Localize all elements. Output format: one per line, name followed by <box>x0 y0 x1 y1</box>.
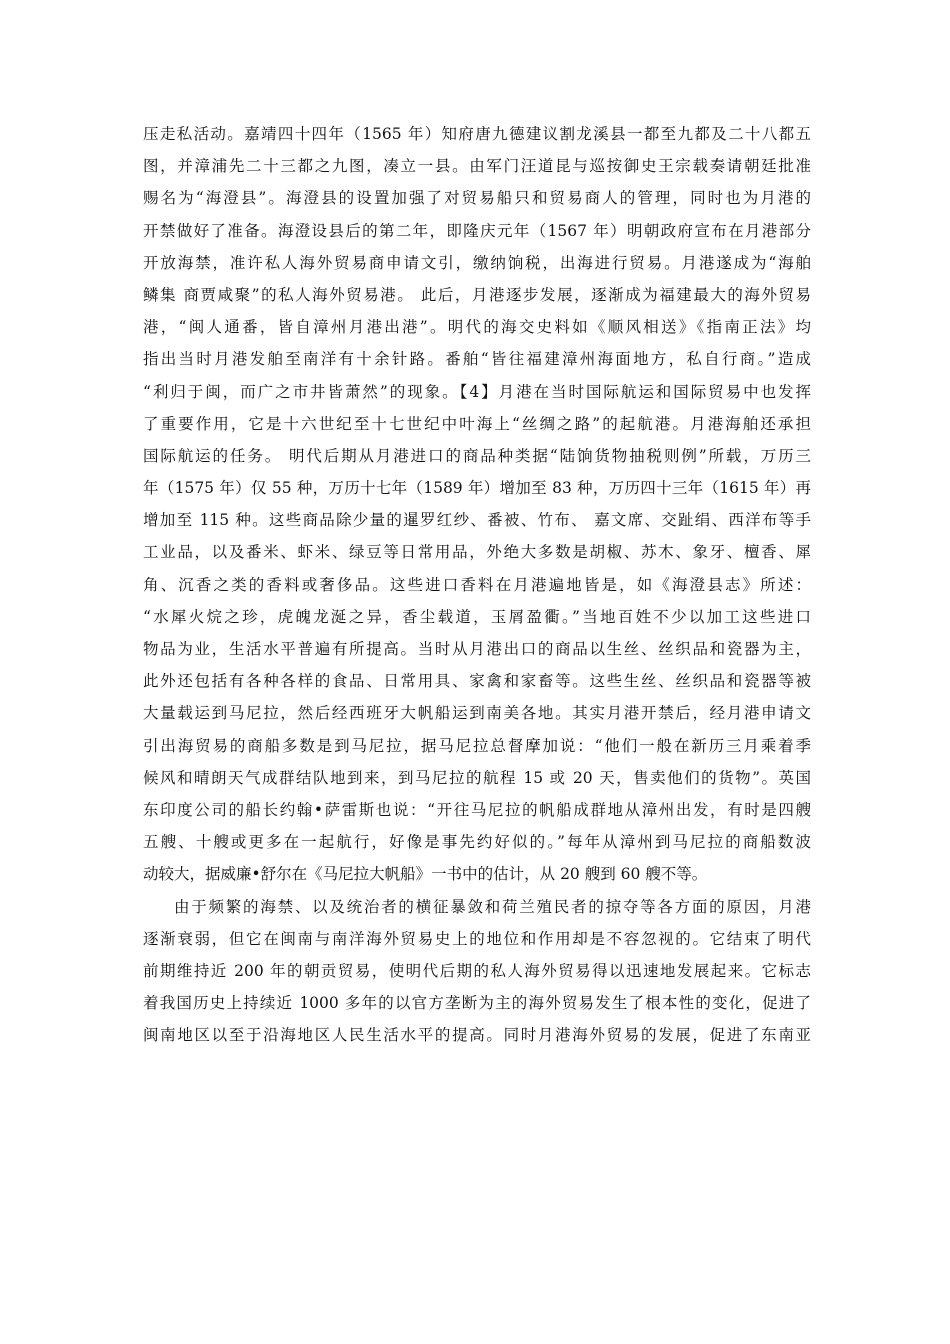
text-line: “水犀火烷之珍，虎魄龙涎之异，香尘载道，玉屑盈衢。”当地百姓不少以加工这些进口 <box>143 607 811 626</box>
text-line: 年（1575 年）仅 55 种，万历十七年（1589 年）增加至 83 种，万历四十三年（1615 年）再 <box>143 479 811 498</box>
text-line: 赐名为“海澄县”。海澄县的设置加强了对贸易船只和贸易商人的管理，同时也为月港的 <box>143 189 811 208</box>
text-line: 大量载运到马尼拉，然后经西班牙大帆船运到南美各地。其实月港开禁后，经月港申请文 <box>143 704 811 723</box>
text-line: 候风和晴朗天气成群结队地到来，到马尼拉的航程 15 或 20 天，售卖他们的货物”。英国 <box>143 768 811 787</box>
text-line: 动较大，据威廉•舒尔在《马尼拉大帆船》一书中的估计，从 20 艘到 60 艘不等。 <box>143 865 708 884</box>
paragraph-2 <box>143 891 811 1052</box>
text-line: 鳞集 商贾咸聚”的私人海外贸易港。 此后，月港逐步发展，逐渐成为福建最大的海外贸易 <box>143 285 811 304</box>
text-line: 逐渐衰弱，但它在闽南与南洋海外贸易史上的地位和作用却是不容忽视的。它结束了明代 <box>143 929 811 948</box>
text-line: 了重要作用，它是十六世纪至十七世纪中叶海上“丝绸之路”的起航港。月港海舶还承担 <box>143 414 811 433</box>
text-line: 开放海禁，准许私人海外贸易商申请文引，缴纳饷税，出海进行贸易。月港遂成为“海舶 <box>143 253 811 272</box>
text-line: 增加至 115 种。这些商品除少量的暹罗红纱、番被、竹布、 嘉文席、交趾绢、西洋布等手 <box>143 511 811 530</box>
text-line: 物品为业，生活水平普遍有所提高。当时从月港出口的商品以生丝、丝织品和瓷器为主， <box>143 640 811 658</box>
text-line: 引出海贸易的商船多数是到马尼拉，据马尼拉总督摩加说：“他们一般在新历三月乘着季 <box>143 736 811 755</box>
text-line: “利归于闽，而广之市井皆萧然”的现象。【4】月港在当时国际航运和国际贸易中也发挥 <box>143 382 811 401</box>
text-line: 压走私活动。嘉靖四十四年（1565 年）知府唐九德建议割龙溪县一都至九都及二十八都五 <box>143 125 811 143</box>
text-line: 港，“闽人通番，皆自漳州月港出港”。明代的海交史料如《顺风相送》《指南正法》均 <box>143 318 811 337</box>
text-line: 五艘、十艘或更多在一起航行，好像是事先约好似的。”每年从漳州到马尼拉的商船数波 <box>143 833 811 852</box>
text-line: 图，并漳浦先二十三都之九图，凑立一县。由军门汪道昆与巡按御史王宗载奏请朝廷批准 <box>143 157 811 176</box>
text-line: 指出当时月港发舶至南洋有十余针路。番舶“皆往福建漳州海面地方，私自行商。”造成 <box>143 350 811 369</box>
text-line: 工业品，以及番米、虾米、绿豆等日常用品，外绝大多数是胡椒、苏木、象牙、檀香、犀 <box>143 543 811 562</box>
document-body <box>143 118 811 1051</box>
text-line: 闽南地区以至于沿海地区人民生活水平的提高。同时月港海外贸易的发展，促进了东南亚 <box>143 1026 811 1045</box>
text-line: 由于频繁的海禁、以及统治者的横征暴敛和荷兰殖民者的掠夺等各方面的原因，月港 <box>174 897 811 916</box>
text-line: 前期维持近 200 年的朝贡贸易，使明代后期的私人海外贸易得以迅速地发展起来。它标志 <box>143 961 811 980</box>
text-line: 东印度公司的船长约翰•萨雷斯也说：“开往马尼拉的帆船成群地从漳州出发，有时是四艘 <box>143 800 811 819</box>
text-line: 着我国历史上持续近 1000 多年的以官方垄断为主的海外贸易发生了根本性的变化，促进了 <box>143 994 811 1013</box>
text-line: 国际航运的任务。 明代后期从月港进口的商品种类据“陆饷货物抽税则例”所载，万历三 <box>143 446 811 465</box>
text-line: 开禁做好了准备。海澄设县后的第二年，即隆庆元年（1567 年）明朝政府宣布在月港部分 <box>143 221 811 240</box>
paragraph-1 <box>143 118 811 891</box>
text-line: 角、沉香之类的香料或奢侈品。这些进口香料在月港遍地皆是，如《海澄县志》所述： <box>143 575 811 594</box>
text-line: 此外还包括有各种各样的食品、日常用具、家禽和家畜等。这些生丝、丝织品和瓷器等被 <box>143 672 811 691</box>
